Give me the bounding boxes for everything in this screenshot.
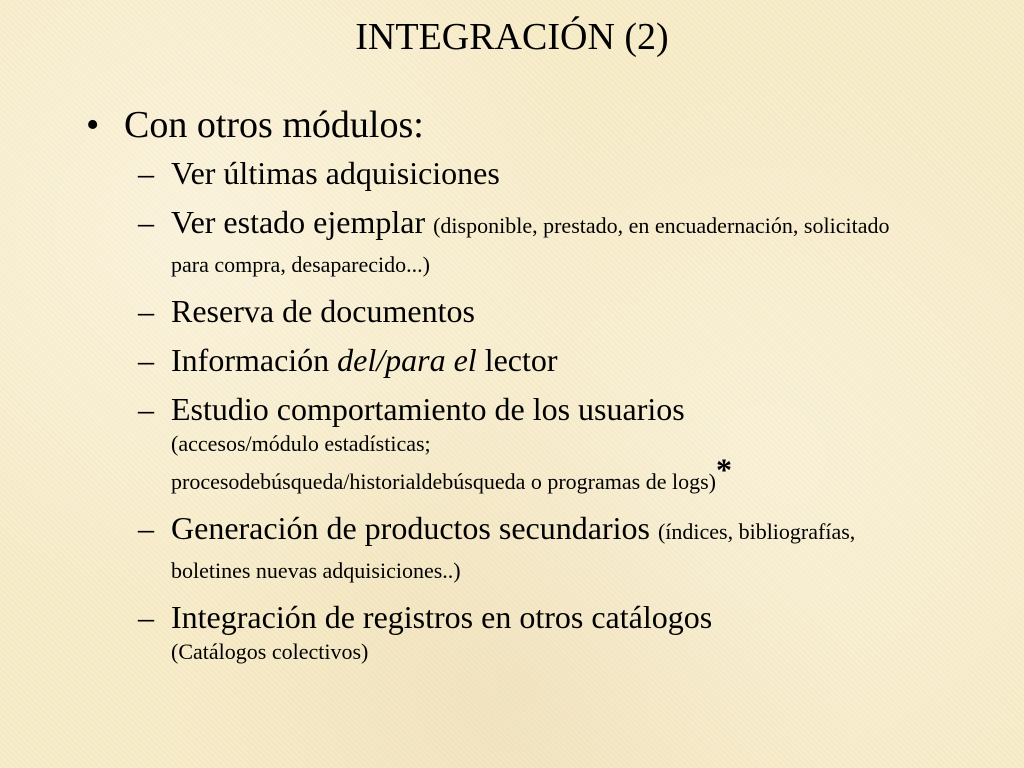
main-bullet [86,100,424,150]
sub-item-ultimas-adquisiciones [138,154,918,192]
sub-item-productos-secundarios [138,509,918,587]
sub-item-text: Integración de registros en otros catálogos [171,599,713,635]
dash-marker: – [138,293,154,329]
sub-item-reserva-documentos [138,292,918,330]
sub-item-italic-text: del/para el [337,342,477,378]
sub-item-text: Ver últimas adquisiciones [171,155,500,191]
main-bullet-text: Con otros módulos: [124,104,424,146]
bullet-marker: • [86,104,100,146]
sub-item-note: (disponible, prestado, en encuadernación, solicitado para compra, desaparecido...) [171,213,890,277]
sub-item-estado-ejemplar [138,203,918,281]
sub-item-integracion-catalogos [138,598,918,668]
sub-item-informacion-lector [138,341,918,379]
slide-title: INTEGRACIÓN (2) [355,16,669,58]
sub-item-note: (índices, bibliografías, boletines nuevas adquisiciones..) [171,519,856,583]
sub-item-note-line1: (accesos/módulo estadísticas; [171,431,431,456]
asterisk-mark: * [715,451,732,488]
sub-item-note: (Catálogos colectivos) [171,639,369,664]
sub-item-text: Estudio comportamiento de los usuarios [171,391,685,427]
sub-item-note-line2-wrap [171,451,918,498]
dash-marker: – [138,599,154,635]
sub-item-note-line2: procesodebúsqueda/historialdebúsqueda o programas de logs) [171,469,716,494]
dash-marker: – [138,155,154,191]
dash-marker: – [138,391,154,427]
sub-item-text-after: lector [476,342,558,378]
sub-item-text-before: Información [171,342,338,378]
dash-marker: – [138,342,154,378]
sub-item-text: Ver estado ejemplar [171,204,426,240]
sub-bullet-list [138,154,918,679]
sub-item-text: Reserva de documentos [171,293,475,329]
dash-marker: – [138,204,154,240]
sub-item-text: Generación de productos secundarios [171,510,650,546]
sub-item-estudio-comportamiento [138,390,918,498]
dash-marker: – [138,510,154,546]
